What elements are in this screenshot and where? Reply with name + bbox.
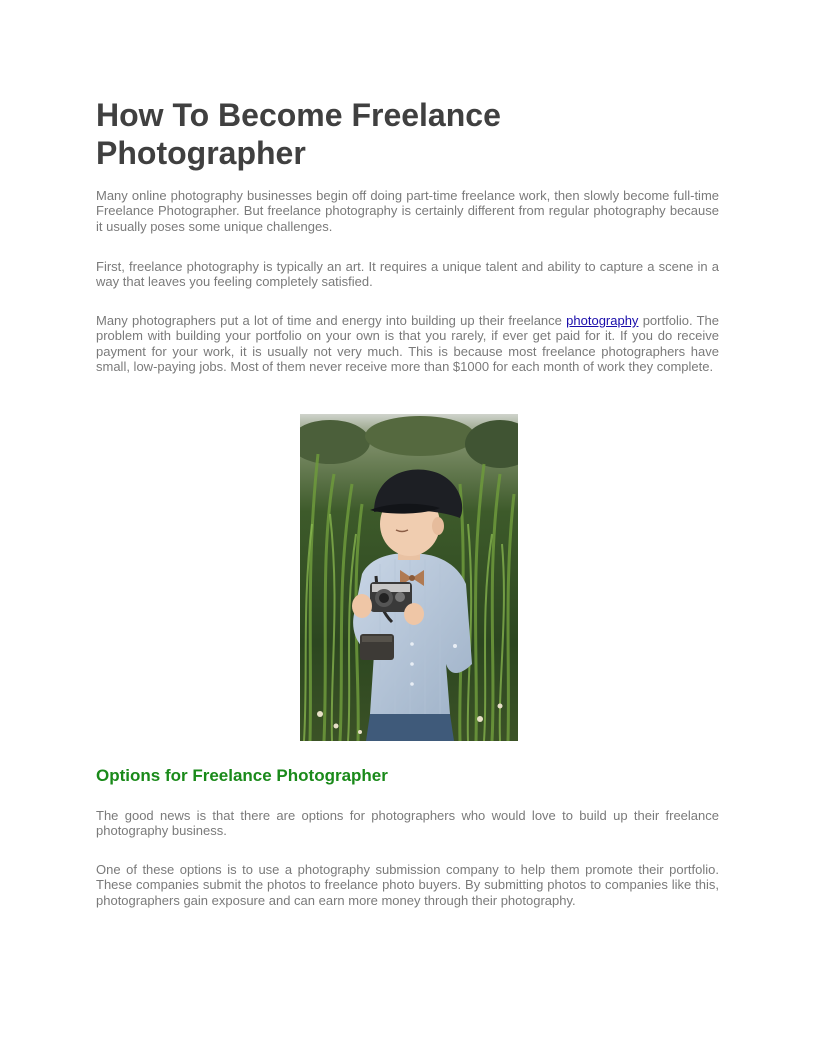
portfolio-paragraph-text-after: portfolio. The problem with building your portfolio on your own is that you rarely, if ever get paid for it. If you do receive payment for your work, it is usually not very much. This is because most freelance photographers have small, low-paying jobs. Most of them never receive more than $1000 for each month of work they complete. (96, 313, 719, 374)
document-page (96, 96, 719, 908)
good-news-paragraph: The good news is that there are options for photographers who would love to build up their freelance photography business. (96, 808, 719, 839)
submission-company-paragraph: One of these options is to use a photography submission company to help them promote their portfolio. These companies submit the photos to freelance photo buyers. By submitting photos to companies like this, photographers gain exposure and can earn more money through their photography. (96, 862, 719, 908)
section-heading: Options for Freelance Photographer (96, 766, 388, 785)
intro-paragraph: Many online photography businesses begin off doing part-time freelance work, then slowly become full-time Freelance Photographer. But freelance photography is certainly different from regular photography because it usually poses some unique challenges. (96, 188, 719, 234)
portfolio-paragraph (96, 313, 719, 374)
page-title: How To Become Freelance Photographer (96, 97, 501, 171)
photography-link[interactable]: photography (566, 313, 639, 328)
photo-illustration (300, 414, 518, 741)
boy-with-camera-photo (300, 414, 518, 741)
portfolio-paragraph-text-before: Many photographers put a lot of time and energy into building up their freelance (96, 313, 567, 328)
art-paragraph: First, freelance photography is typically an art. It requires a unique talent and ability to capture a scene in a way that leaves you feeling completely satisfied. (96, 259, 719, 290)
